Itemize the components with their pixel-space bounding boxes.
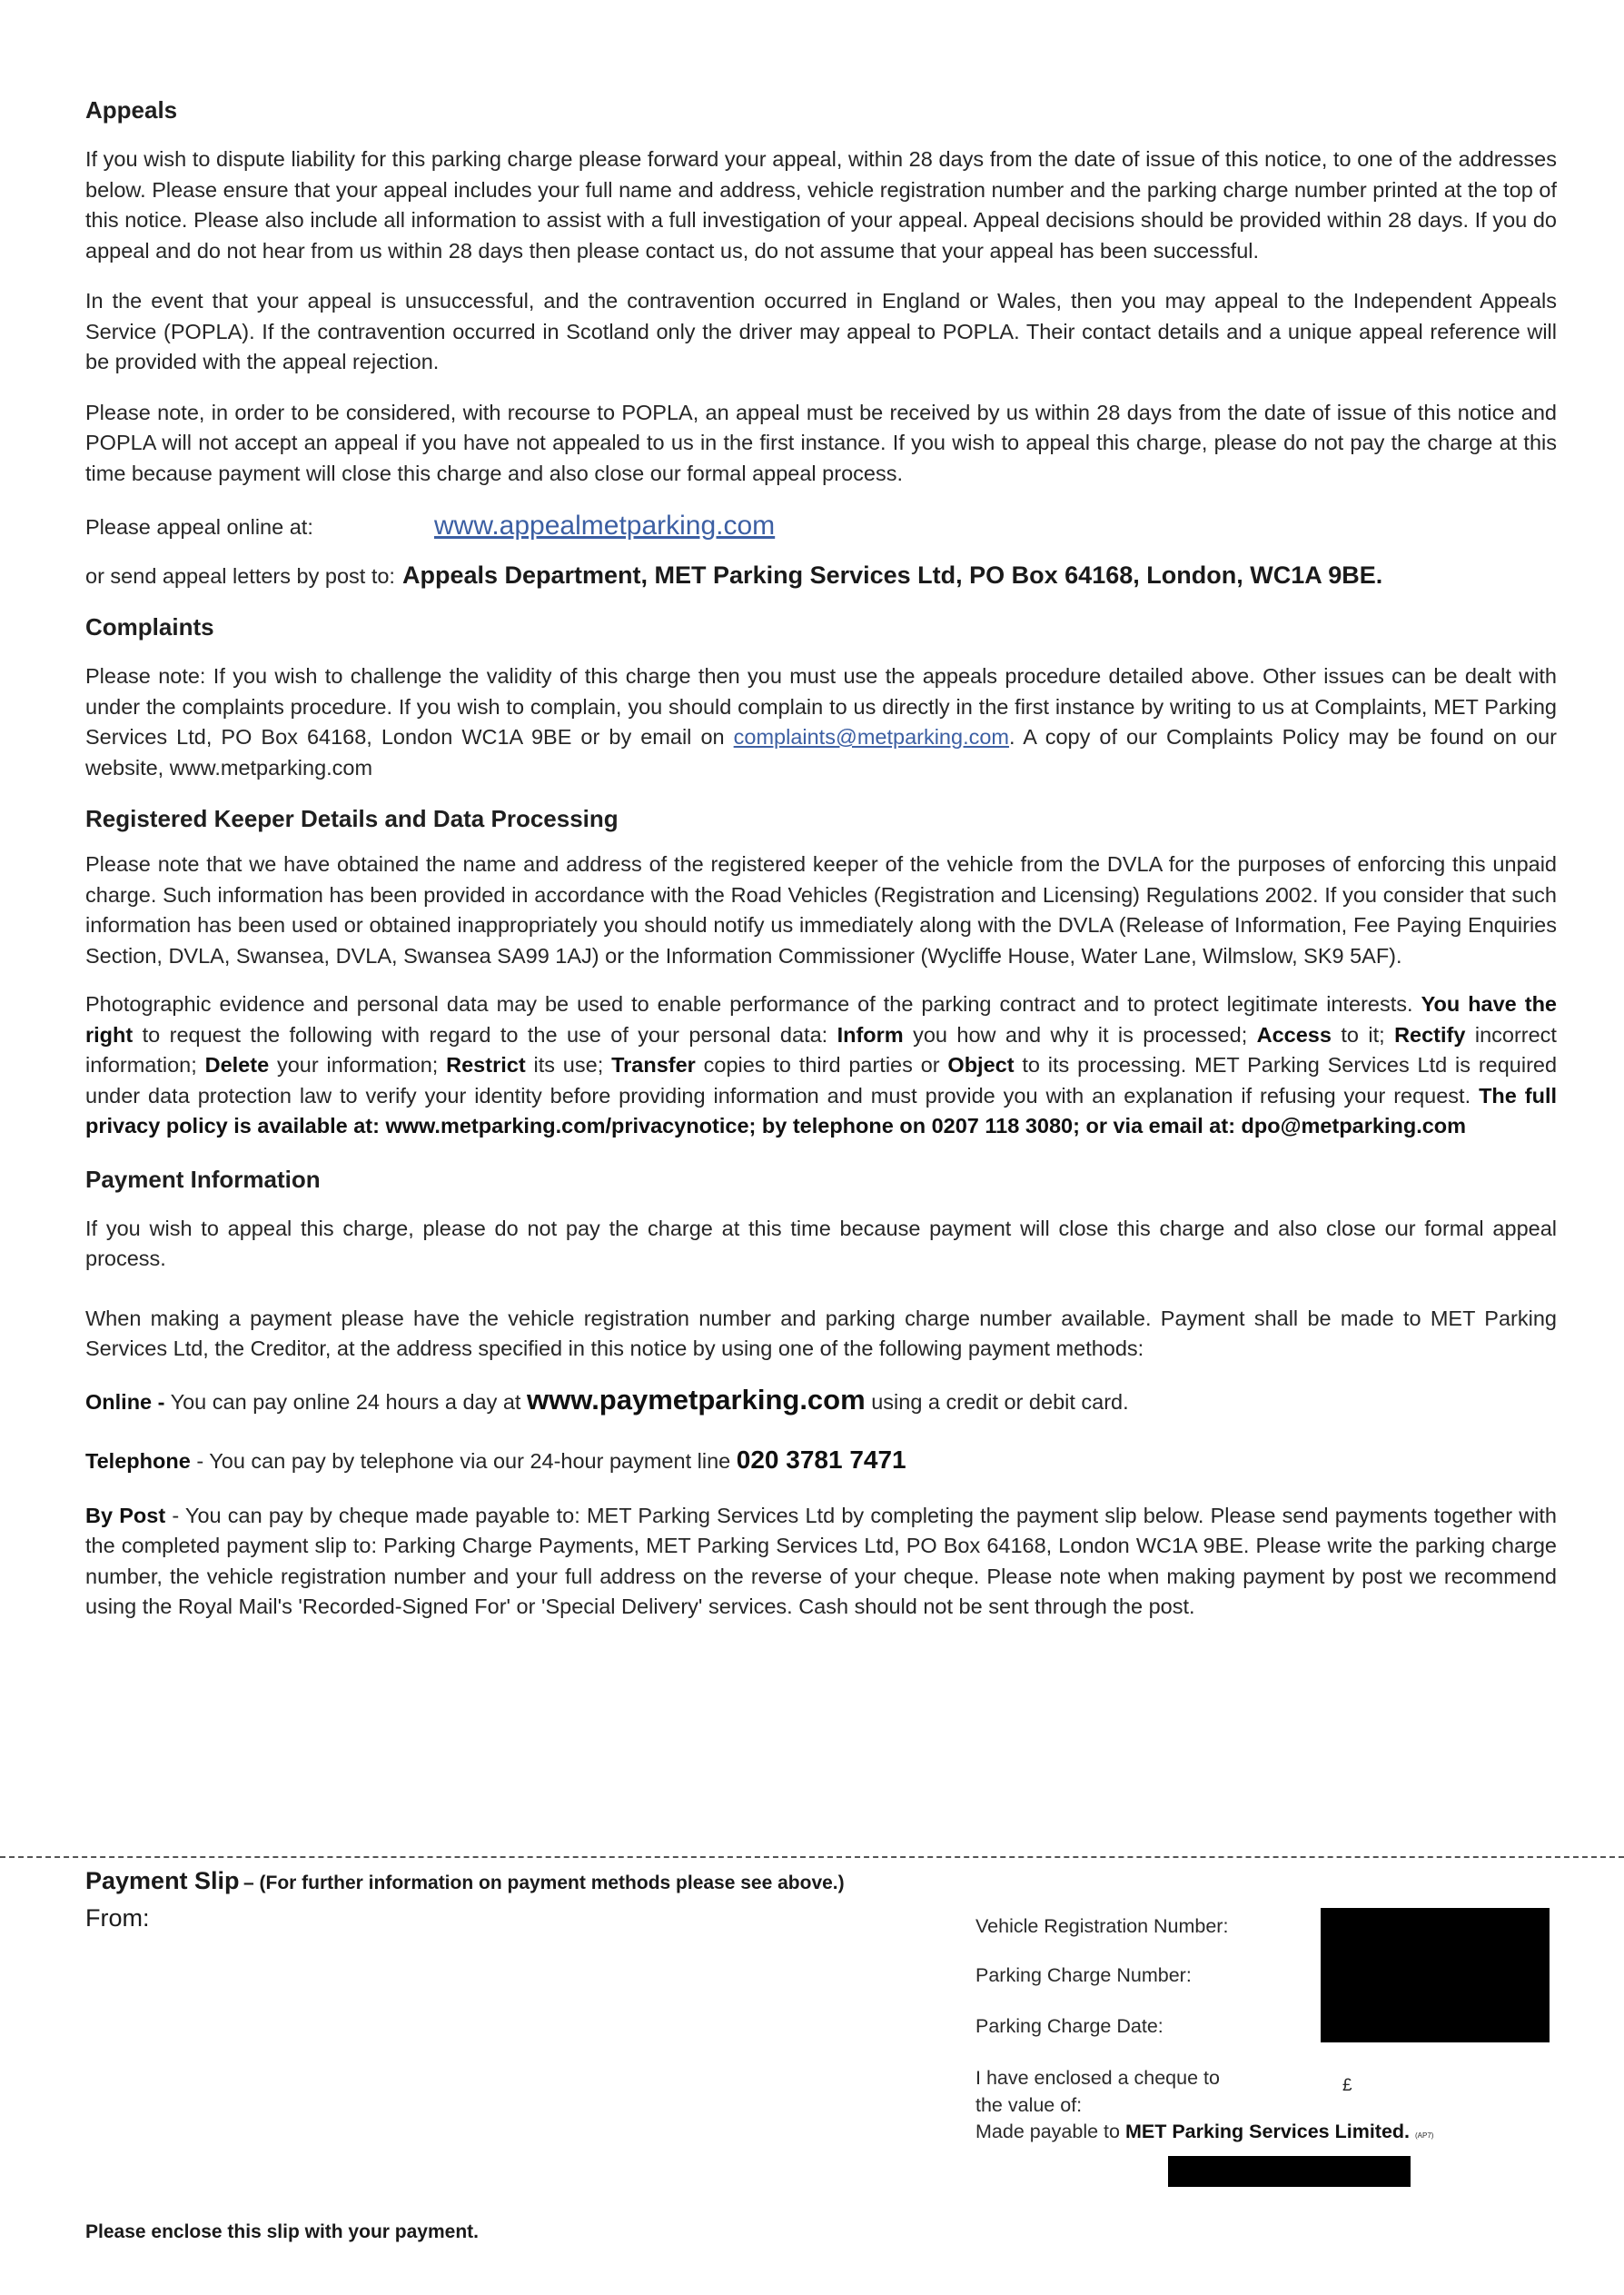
notice-body [85,91,1557,1623]
keeper-p2-text: you how and why it is processed; [913,1022,1248,1047]
appeal-online-label: Please appeal online at: [85,515,313,539]
payment-post-label: By Post [85,1503,166,1527]
keeper-p2-text: to it; [1341,1022,1385,1047]
slip-from-label: From: [85,1904,150,1932]
complaints-paragraph [85,661,1557,783]
payment-slip-title: Payment Slip [85,1867,240,1894]
appeals-paragraph-3: Please note, in order to be considered, with recourse to POPLA, an appeal must be received by us within 28 days from the date of issue of this notice and POPLA will not accept an appeal if you have not appealed to us in the first instance. If you wish to appeal this charge, please do not pay the charge at this time because payment will close this charge and also close our formal appeal process. [85,400,1557,485]
slip-cheque-line-2: the value of: [975,2094,1083,2116]
payment-slip-note: – (For further information on payment methods please see above.) [243,1873,845,1893]
payment-post-row [85,1501,1557,1623]
appeals-heading: Appeals [85,96,178,124]
redacted-slip-reference [1168,2156,1411,2187]
payment-paragraph-2: When making a payment please have the vehicle registration number and parking charge number available. Payment shall be made to MET Parking Services Ltd, the Creditor, at the address specified in this notice by using one of the following payment methods: [85,1306,1557,1360]
appeals-paragraph-2: In the event that your appeal is unsuccessful, and the contravention occurred in England or Wales, then you may appeal to the Independent Appeals Service (POPLA). If the contravention occurred in Scotland only the driver may appeal to POPLA. Their contact details and a unique appeal reference will be provided with the appeal rejection. [85,289,1557,373]
appeal-online-row [85,511,1557,541]
slip-payable-code: (AP7) [1415,2131,1434,2140]
keeper-privacy-policy: The full privacy policy is available at: www.metparking.com/privacynotice; by telephone on 0207 118 3080; or via email at: dpo@metparking.com [85,1083,1558,1138]
payment-telephone-row [85,1445,1557,1477]
keeper-p2-text: Photographic evidence and personal data may be used to enable performance of the parking contract and to protect legitimate interests. [85,992,1413,1016]
keeper-p2-bold: Object [947,1053,1015,1077]
slip-cheque-label [975,2064,1220,2119]
slip-parking-charge-number-label: Parking Charge Number: [975,1964,1192,1986]
slip-cheque-line-1: I have enclosed a cheque to [975,2067,1220,2089]
appeal-post-label: or send appeal letters by post to: [85,564,395,588]
payment-online-text: You can pay online 24 hours a day at [170,1389,521,1414]
keeper-p2-bold: You have the right [85,992,1557,1047]
complaints-text: Please note: If you wish to challenge the validity of this charge then you must use the appeals procedure detailed above. Other issues can be dealt with under the complaints procedure. If you wish to complain, you should complain to us directly in the first instance by writing to us at Complaints, MET Parking Services Ltd, PO Box 64168, London WC1A 9BE or by email on [85,664,1557,749]
payment-post-text: - You can pay by cheque made payable to: MET Parking Services Ltd by completing the payment slip below. Please send payments together with the completed payment slip to: Parking Charge Payments, MET Parking Services Ltd, PO Box 64168, London WC1A 9BE. Please write the parking charge number, the vehicle registration number and your full address on the reverse of your cheque. Please note when making payment by post we recommend using the Royal Mail's 'Recorded-Signed For' or 'Special Delivery' services. Cash should not be sent through the post. [85,1503,1558,1618]
payment-slip [85,1867,1575,2267]
keeper-p2-text: your information; [276,1053,439,1077]
payment-online-row [85,1385,1557,1418]
slip-enclose-note: Please enclose this slip with your payment. [85,2221,479,2242]
complaints-heading: Complaints [85,613,214,641]
payment-online-url[interactable]: www.paymetparking.com [527,1383,866,1416]
keeper-p2-bold: Delete [204,1053,270,1077]
keeper-paragraph-1: Please note that we have obtained the name and address of the registered keeper of the vehicle from the DVLA for the purposes of enforcing this unpaid charge. Such information has been provided in accordance with the Road Vehicles (Registration and Licensing) Regulations 2002. If you consider that such information has been used or obtained inappropriately you should notify us immediately along with the DVLA (Release of Information, Fee Paying Enquiries Section, DVLA, Swansea, DVLA, Swansea SA99 1AJ) or the Information Commissioner (Wycliffe House, Water Lane, Wilmslow, SK9 5AF). [85,852,1557,968]
slip-payable-prefix: Made payable to [975,2121,1120,2142]
payment-paragraph-1: If you wish to appeal this charge, please do not pay the charge at this time because payment will close this charge and also close our formal appeal process. [85,1216,1557,1270]
redacted-slip-details [1321,1908,1550,2042]
payment-telephone-number: 020 3781 7471 [736,1446,906,1474]
keeper-p2-text: incorrect information; [85,1022,1557,1077]
complaints-text-end: . A copy of our Complaints Policy may be found on our website, www.metparking.com [85,725,1557,780]
keeper-p2-text: copies to third parties or [703,1053,940,1077]
keeper-p2-bold: Restrict [446,1053,526,1077]
keeper-p2-bold: Rectify [1394,1022,1466,1047]
slip-payable-to [975,2121,1433,2143]
payment-slip-title-row [85,1867,1575,1895]
appeal-online-link[interactable]: www.appealmetparking.com [434,511,776,541]
keeper-heading: Registered Keeper Details and Data Processing [85,805,619,832]
slip-parking-charge-date-label: Parking Charge Date: [975,2015,1164,2037]
payment-online-suffix: using a credit or debit card. [871,1389,1129,1414]
complaints-email-link[interactable]: complaints@metparking.com [733,725,1009,749]
appeal-post-address: Appeals Department, MET Parking Services Ltd, PO Box 64168, London, WC1A 9BE. [401,561,1383,589]
payment-heading: Payment Information [85,1165,321,1193]
keeper-p2-bold: Inform [837,1022,904,1047]
appeal-post-row [85,561,1557,590]
keeper-p2-text: to its processing. MET Parking Services Ltd is required under data protection law to verify your identity before providing information and must provide you with an explanation if refusing your request. [85,1053,1558,1108]
cut-here-dashed-line [0,1856,1624,1858]
slip-payable-name: MET Parking Services Limited. [1124,2121,1411,2142]
payment-online-label: Online - [85,1389,165,1414]
keeper-p2-text: its use; [533,1053,604,1077]
appeals-paragraph-1: If you wish to dispute liability for this parking charge please forward your appeal, within 28 days from the date of issue of this notice, to one of the addresses below. Please ensure that your appeal includes your full name and address, vehicle registration number and the parking charge number printed at the top of this notice. Please also include all information to assist with a full investigation of your appeal. Appeal decisions should be provided within 28 days. If you do appeal and do not hear from us within 28 days then please contact us, do not assume that your appeal has been successful. [85,147,1557,263]
payment-telephone-text: - You can pay by telephone via our 24-hour payment line [196,1449,731,1473]
slip-currency-symbol: £ [1342,2076,1352,2095]
keeper-p2-bold: Access [1256,1022,1332,1047]
keeper-p2-text: to request the following with regard to the use of your personal data: [142,1022,828,1047]
keeper-p2-bold: Transfer [611,1053,696,1077]
payment-telephone-label: Telephone [85,1449,191,1473]
keeper-paragraph-2 [85,989,1557,1142]
slip-vehicle-registration-label: Vehicle Registration Number: [975,1915,1229,1937]
